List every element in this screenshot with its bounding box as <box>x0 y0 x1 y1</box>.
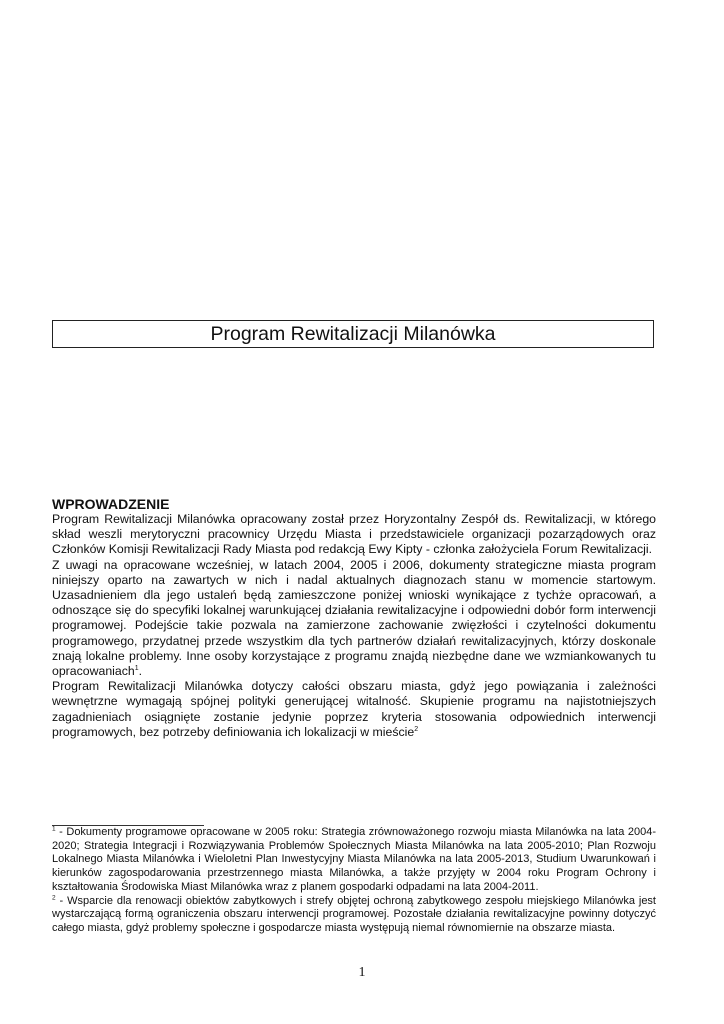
paragraph-intro: Program Rewitalizacji Milanówka opracowany został przez Horyzontalny Zespół ds. Rewitalizacji, w którego skład weszli merytoryczni pracownicy Urzędu Miasta i przedstawiciele organizacji pozarządowych oraz Członków Komisji Rewitalizacji Rady Miasta pod redakcją Ewy Kipty - członka założyciela Forum Rewitalizacji. <box>52 512 656 557</box>
document-title-box <box>52 320 654 348</box>
main-content <box>52 496 656 740</box>
paragraph-context: Z uwagi na opracowane wcześniej, w latach 2004, 2005 i 2006, dokumenty strategiczne miasta program niniejszy oparto na zawartych w nich i nadal aktualnych diagnozach stanu w momencie startowym. Uzasadnieniem dla jego ustaleń będą zamieszczone poniżej wnioski wynikające z tychże opracowań, a odnoszące się do specyfiki lokalnej warunkującej działania rewitalizacyjne i odpowiedni dobór form interwencji programowej. Podejście takie pozwala na zamierzone zachowanie zwięzłości i czytelności dokumentu programowego, przydatnej przede wszystkim dla tych partnerów działań rewitalizacyjnych, którzy doskonale znają lokalne problemy. Inne osoby korzystające z programu znajdą niezbędne dane we wzmiankowanych tu opracowaniach$^1$. <box>52 557 656 679</box>
footnotes <box>52 826 656 936</box>
footnote-mark: 2 <box>52 893 56 901</box>
footnote-mark: 1 <box>52 825 56 833</box>
footnote-ref-1[interactable]: 1 <box>134 664 139 672</box>
section-heading: WPROWADZENIE <box>52 496 170 512</box>
document-title: Program Rewitalizacji Milanówka <box>210 323 496 345</box>
page-number: 1 <box>358 965 366 980</box>
footnote-2: $^2$ - Wsparcie dla renowacji obiektów zabytkowych i strefy objętej ochroną zabytkowego zespołu miejskiego Milanówka jest wystarczającą formą ograniczenia obszaru interwencji programowej. Pozostałe działania rewitalizacyjne powinny dotyczyć całego miasta, gdyż problemy społeczne i gospodarcze miasta występują niemal równomiernie na obszarze miasta. <box>52 893 656 934</box>
footnote-1: $^1$ - Dokumenty programowe opracowane w 2005 roku: Strategia zrównoważonego rozwoju miasta Milanówka na lata 2004-2020; Strategia Integracji i Rozwiązywania Problemów Społecznych Miasta Milanówka na lata 2005-2010; Plan Rozwoju Lokalnego Miasta Milanówka i Wieloletni Plan Inwestycyjny Miasta Milanówka na lata 2005-2013, Studium Uwarunkowań i kierunków zagospodarowania przestrzennego miasta Milanówka, a także przyjęty w 2004 roku Program Ochrony i kształtowania Środowiska Miast Milanówka wraz z planem gospodarki odpadami na lata 2004-2011. <box>52 825 656 893</box>
footnote-ref-2[interactable]: 2 <box>414 725 419 733</box>
paragraph-scope: Program Rewitalizacji Milanówka dotyczy całości obszaru miasta, gdyż jego powiązania i zależności wewnętrzne wymagają spójnej polityki generującej witalność. Skupienie programu na najistotniejszych zagadnieniach osiągnięte zostanie jedynie poprzez kryteria stosowania odpowiednich interwencji programowych, bez potrzeby definiowania ich lokalizacji w mieście$^2$ <box>52 679 656 739</box>
